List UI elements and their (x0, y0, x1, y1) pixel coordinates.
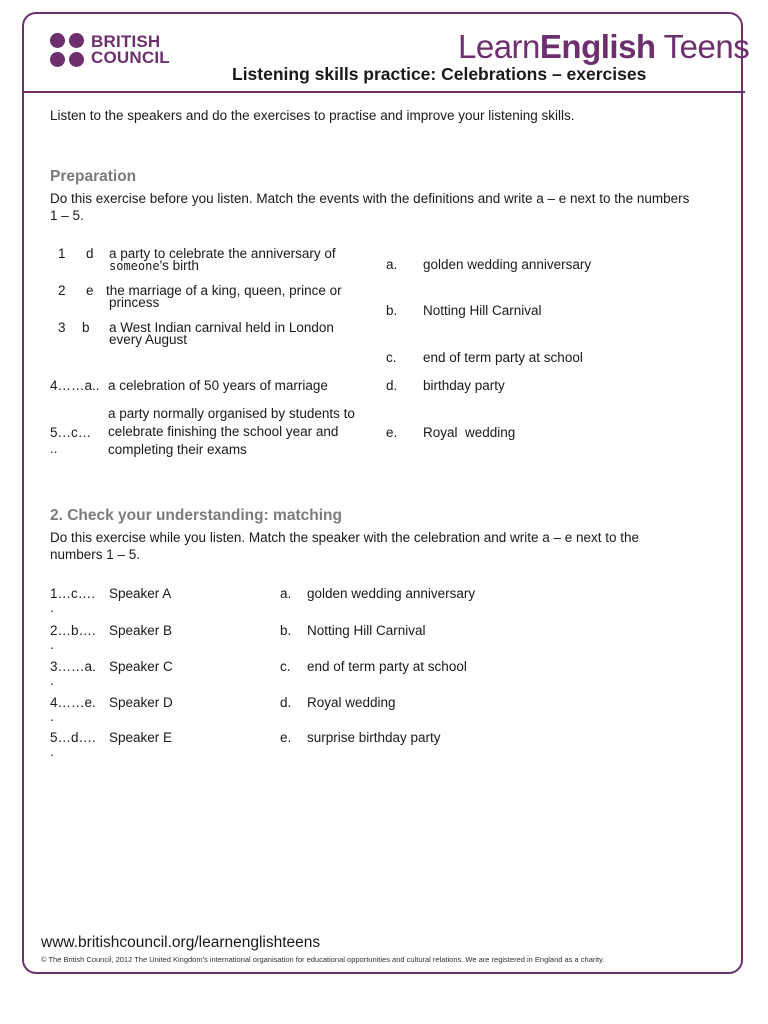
prep-option-a-letter: a. (386, 257, 398, 272)
logo-learn: Learn (458, 28, 540, 65)
preparation-instructions: Do this exercise before you listen. Match the events with the definitions and write a – e next to the numbers 1 – 5. (50, 191, 690, 223)
matching-row-number: 1…c…. (50, 586, 96, 601)
matching-heading: 2. Check your understanding: matching (50, 507, 342, 524)
prep-option-d-letter: d. (386, 378, 398, 393)
logo-dot (69, 33, 84, 48)
matching-row-celebration: Royal wedding (307, 695, 396, 710)
prep-option-a-text: golden wedding anniversary (423, 257, 592, 272)
matching-row-speaker: Speaker B (109, 623, 173, 638)
header-divider (22, 91, 745, 93)
prep-option-d-text: birthday party (423, 378, 505, 393)
prep-item-2-text (106, 282, 342, 311)
logo-teens: Teens (655, 28, 750, 65)
prep-item-2-answer: e (86, 283, 94, 298)
matching-row-number: 5…d…. (50, 730, 96, 745)
matching-row-letter: e. (280, 730, 292, 745)
matching-row-celebration: surprise birthday party (307, 730, 441, 745)
matching-row-speaker: Speaker D (109, 695, 173, 710)
prep-option-c-letter: c. (386, 350, 397, 365)
prep-option-e-text: Royal wedding (423, 425, 516, 440)
prep-item-3-line2: every August (109, 332, 188, 347)
matching-row-number: 2…b…. (50, 623, 96, 638)
logo-dot (50, 33, 65, 48)
page-title: Listening skills practice: Celebrations – exercises (232, 64, 647, 84)
prep-item-2-line2: princess (109, 295, 160, 310)
prep-option-e-letter: e. (386, 425, 398, 440)
matching-row-dot: . (50, 637, 54, 652)
prep-item-3-text (109, 319, 334, 348)
footer-url-link[interactable]: www.britishcouncil.org/learnenglishteens (41, 934, 321, 951)
prep-item-1-text (109, 245, 336, 275)
matching-row-speaker: Speaker E (109, 730, 173, 745)
matching-row-speaker: Speaker A (109, 586, 172, 601)
prep-item-2-line1: the marriage of a king, queen, prince or (106, 283, 342, 298)
prep-item-3-number: 3 (58, 320, 66, 335)
prep-item-3-answer: b (82, 320, 90, 335)
matching-row-dot: . (50, 744, 54, 759)
prep-item-1-birth: 's birth (159, 258, 199, 273)
british-council-logo (50, 33, 170, 67)
prep-item-1-number: 1 (58, 246, 66, 261)
matching-row-dot: . (50, 673, 54, 688)
prep-item-5-number-dots: .. (50, 441, 58, 456)
matching-row-celebration: golden wedding anniversary (307, 586, 476, 601)
matching-row-letter: d. (280, 695, 292, 710)
prep-item-3-line1: a West Indian carnival held in London (109, 320, 334, 335)
matching-row-speaker: Speaker C (109, 659, 173, 674)
logo-dot (69, 52, 84, 67)
learnenglish-teens-logo (458, 28, 749, 66)
logo-line-2: COUNCIL (91, 48, 170, 67)
prep-option-b-letter: b. (386, 303, 398, 318)
matching-row-number: 4……e. (50, 695, 96, 710)
logo-dot (50, 52, 65, 67)
matching-row-celebration: end of term party at school (307, 659, 467, 674)
matching-row-dot: . (50, 709, 54, 724)
prep-item-4-text: a celebration of 50 years of marriage (108, 378, 328, 393)
matching-row-dot: . (50, 600, 54, 615)
matching-instructions: Do this exercise while you listen. Match the speaker with the celebration and write a – e next to the numbers 1 – 5. (50, 530, 640, 562)
prep-item-1-someone: someone (109, 259, 160, 273)
footer-copyright: © The British Council, 2012 The United Kingdom's international organisation for educational opportunities and cultural relations. We are registered in England as a charity. (41, 955, 605, 964)
british-council-wordmark (91, 34, 170, 66)
prep-item-5-number: 5…c… (50, 425, 92, 440)
matching-row-letter: a. (280, 586, 292, 601)
intro-text: Listen to the speakers and do the exercises to practise and improve your listening skills. (50, 108, 575, 123)
prep-item-5-text: a party normally organised by students to celebrate finishing the school year and completing their exams (108, 406, 355, 457)
prep-item-2-number: 2 (58, 283, 66, 298)
prep-option-b-text: Notting Hill Carnival (423, 303, 542, 318)
matching-row-letter: b. (280, 623, 292, 638)
page-border (22, 12, 743, 974)
matching-row-celebration: Notting Hill Carnival (307, 623, 426, 638)
logo-line-1: BRITISH (91, 32, 161, 51)
logo-english: English (539, 28, 656, 65)
prep-item-1-line1: a party to celebrate the anniversary of (109, 246, 336, 261)
preparation-heading: Preparation (50, 168, 137, 185)
prep-option-c-text: end of term party at school (423, 350, 583, 365)
british-council-dots-icon (50, 33, 84, 67)
matching-row-letter: c. (280, 659, 291, 674)
prep-item-4-number: 4……a.. (50, 378, 100, 393)
prep-item-1-answer: d (86, 246, 94, 261)
matching-row-number: 3……a. (50, 659, 96, 674)
